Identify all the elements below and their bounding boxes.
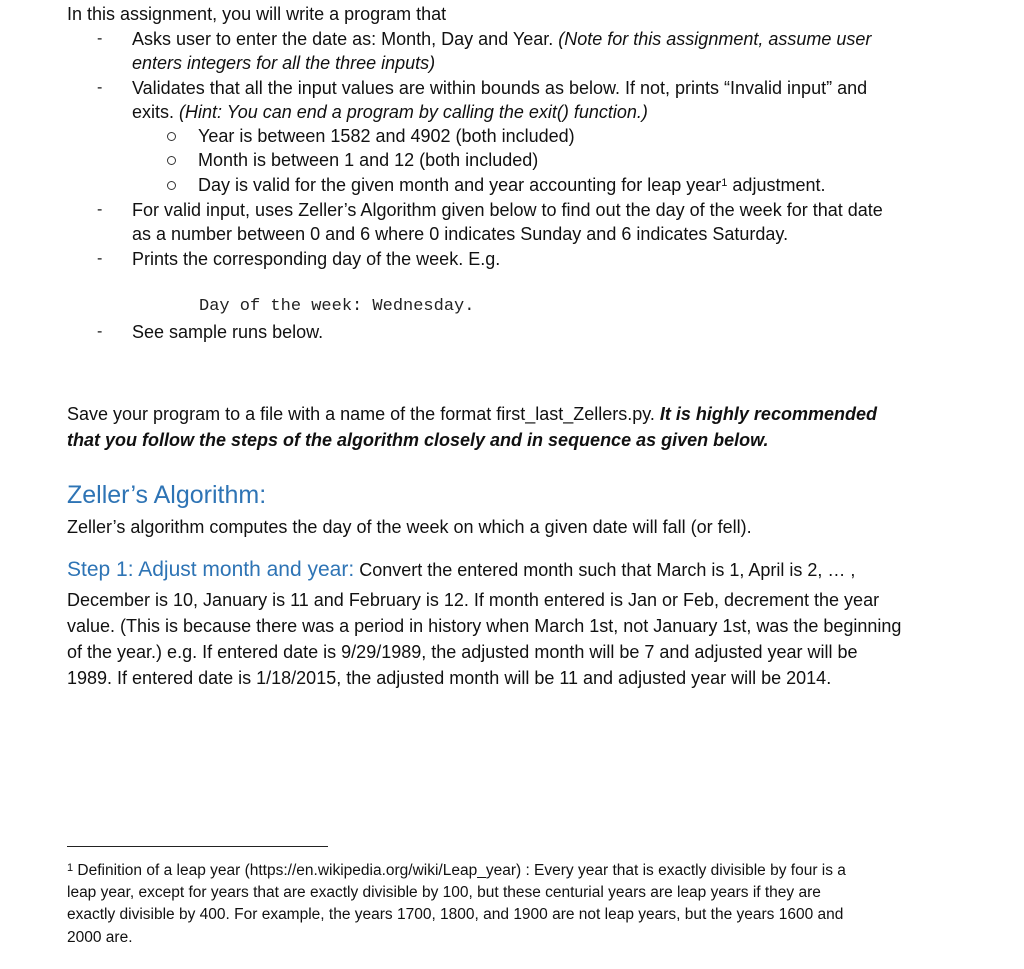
footnote-text: Definition of a leap year (https://en.wikipedia.org/wiki/Leap_year) : Every year that is exactly divisible by four is a — [73, 862, 846, 879]
step-1-text: Convert the entered month such that March is 1, April is 2, … , — [354, 560, 856, 580]
save-line-2: that you follow the steps of the algorithm closely and in sequence as given below. — [67, 430, 769, 450]
sub-bullet-day — [198, 173, 825, 197]
bullet-1-note: (Note for this assignment, assume user — [558, 29, 872, 49]
footnote-divider — [67, 846, 328, 847]
bullet-2-line-2 — [132, 100, 648, 124]
footnote-line-1 — [67, 860, 846, 881]
sub-bullet-year: Year is between 1582 and 4902 (both included) — [198, 126, 575, 146]
bullet-1-text: Asks user to enter the date as: Month, Day and Year. — [132, 29, 559, 49]
step-1-line-3: value. (This is because there was a period in history when March 1st, not January 1st, was the beginning — [67, 616, 902, 636]
bullet-3-line-1: For valid input, uses Zeller’s Algorithm given below to find out the day of the week for that date — [132, 200, 883, 220]
footnote-line-4: 2000 are. — [67, 929, 133, 946]
save-instruction: Save your program to a file with a name of the format first_last_Zellers.py. — [67, 404, 660, 424]
step-1-line-2: December is 10, January is 11 and February is 12. If month entered is Jan or Feb, decrement the year — [67, 590, 880, 610]
zeller-description: Zeller’s algorithm computes the day of the week on which a given date will fall (or fell). — [67, 517, 752, 537]
section-heading: Zeller’s Algorithm: — [67, 481, 267, 509]
bullet-5: See sample runs below. — [132, 322, 324, 342]
circle-bullet-icon — [167, 156, 176, 165]
bullet-dash: - — [97, 79, 103, 96]
footnote-marker: 1 — [67, 862, 74, 874]
step-1-line-1 — [67, 558, 855, 582]
code-example: Day of the week: Wednesday. — [199, 297, 475, 316]
bullet-2-hint: (Hint: You can end a program by calling the exit() function.) — [179, 102, 648, 122]
sub-bullet-day-text: Day is valid for the given month and year accounting for leap year — [198, 175, 722, 195]
bullet-dash: - — [97, 30, 103, 47]
save-line-1 — [67, 402, 877, 426]
footnote-line-2: leap year, except for years that are exactly divisible by 100, but these centurial years are leap years if they are — [67, 884, 821, 901]
circle-bullet-icon — [167, 181, 176, 190]
intro-text: In this assignment, you will write a program that — [67, 4, 447, 24]
step-1-line-5: 1989. If entered date is 1/18/2015, the adjusted month will be 11 and adjusted year will be 2014. — [67, 668, 832, 688]
step-1-label: Step 1: Adjust month and year: — [67, 558, 355, 581]
bullet-dash: - — [97, 250, 103, 267]
footnote-reference: 1 — [721, 177, 728, 189]
bullet-dash: - — [97, 201, 103, 218]
sub-bullet-day-tail: adjustment. — [727, 175, 826, 195]
step-1-line-4: of the year.) e.g. If entered date is 9/29/1989, the adjusted month will be 7 and adjusted year will be — [67, 642, 858, 662]
save-recommendation: It is highly recommended — [659, 404, 877, 424]
footnote-line-3: exactly divisible by 400. For example, the years 1700, 1800, and 1900 are not leap years, but the years 1600 and — [67, 906, 844, 923]
bullet-2-line-1: Validates that all the input values are within bounds as below. If not, prints “Invalid input” and — [132, 78, 868, 98]
bullet-2-text: exits. — [132, 102, 180, 122]
bullet-1-line-1 — [132, 27, 871, 51]
bullet-1-line-2: enters integers for all the three inputs) — [132, 53, 436, 73]
bullet-dash: - — [97, 323, 103, 340]
bullet-4: Prints the corresponding day of the week. E.g. — [132, 249, 501, 269]
bullet-3-line-2: as a number between 0 and 6 where 0 indicates Sunday and 6 indicates Saturday. — [132, 224, 789, 244]
sub-bullet-month: Month is between 1 and 12 (both included) — [198, 150, 539, 170]
circle-bullet-icon — [167, 132, 176, 141]
